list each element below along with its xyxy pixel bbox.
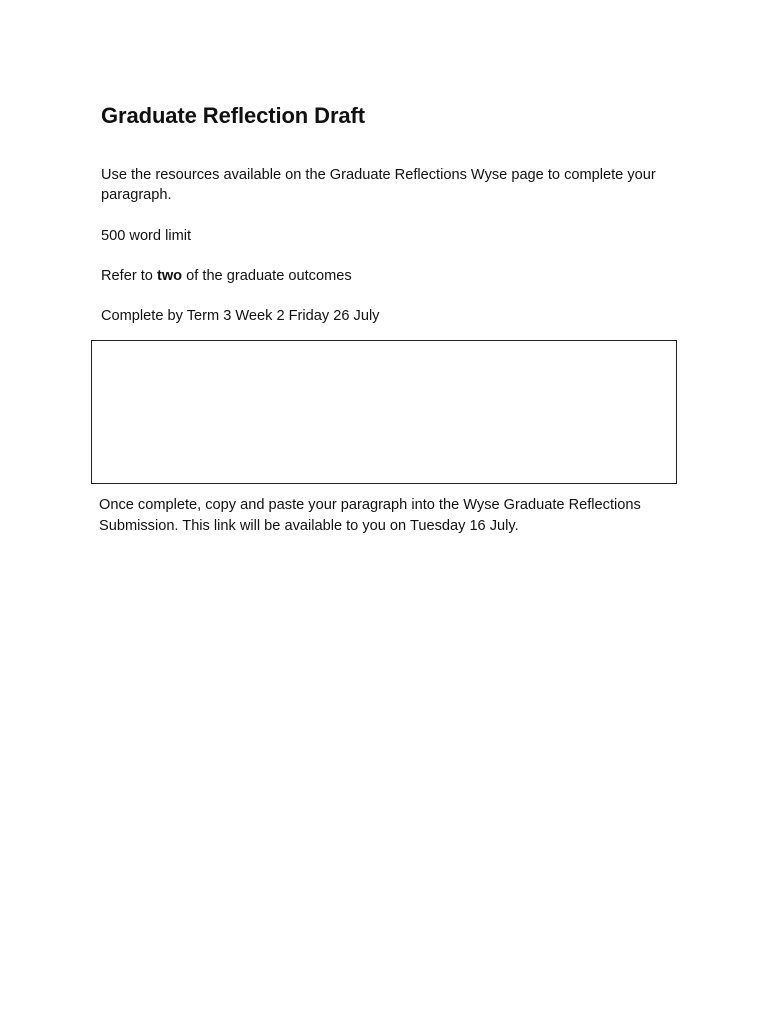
refer-instruction [101, 266, 681, 286]
resources-instruction: Use the resources available on the Graduate Reflections Wyse page to complete your paragraph. [101, 167, 656, 203]
submission-note: Once complete, copy and paste your paragraph into the Wyse Graduate Reflections Submission. This link will be available to you on Tuesday 16 July. [99, 497, 641, 534]
page-title: Graduate Reflection Draft [101, 103, 365, 128]
word-limit-instruction: 500 word limit [101, 228, 192, 244]
paragraph-response-box[interactable] [91, 340, 677, 484]
refer-suffix: of the graduate outcomes [182, 268, 352, 284]
refer-emphasis: two [156, 268, 183, 284]
refer-prefix: Refer to [101, 268, 157, 284]
deadline-instruction: Complete by Term 3 Week 2 Friday 26 July [101, 308, 380, 324]
